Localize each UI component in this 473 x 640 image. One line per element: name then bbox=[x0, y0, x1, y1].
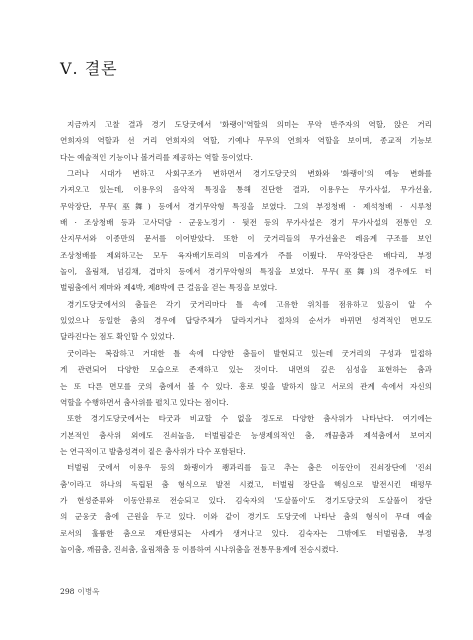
text-line: 또한 경기도당굿에서는 타굿과 비교할 수 없을 정도로 다양한 춤사위가 나타난다. 여기에는 bbox=[67, 414, 432, 424]
text-line: 그러나 시대가 변하고 사회구조가 변하면서 경기도당굿의 변화와 '화랭이'의 예능 변화를 bbox=[67, 169, 432, 179]
text-line: 기본적인 춤사위 외에도 진쇠놀음, 터벌림같은 능생제의적인 춤, 깨끔춤과 제석춤에서 보여지 bbox=[60, 430, 432, 440]
text-line: 벌림춤에서 제마와 제4박, 제8박에 큰 걸음을 걷는 특징을 보였다. bbox=[60, 283, 278, 293]
text-line: 산지무서와 이종만의 문서를 이어받았다. 또한 이 굿거리들의 무가선율은 레음계 구조를 보인 bbox=[60, 234, 432, 244]
text-line: 조상청배를 제외하고는 모두 육자배기토리의 미음계가 주를 이뤘다. 무악장단은 배다리, 부정 bbox=[60, 250, 432, 260]
text-line: 로서의 훌륭한 춤으로 재탄생되는 사례가 생겨나고 있다. 김숙자는 그밖에도 터벌림춤, 부정 bbox=[60, 528, 432, 538]
page-footer bbox=[60, 586, 100, 597]
text-line: 지금까지 고찰 결과 경기 도당굿에서 '화랭이'역할의 의미는 무악 반주자의 역할, 앉은 거리 bbox=[67, 120, 432, 129]
text-line: 놀이, 올림채, 넘김채, 겹마치 등에서 경기무악형의 특징을 보였다. 무무(巫舞)의 경우에도 터 bbox=[60, 267, 432, 277]
text-line: 는 또 다른 면모를 굿의 춤에서 볼 수 있다. 흥로 빛을 발하지 않고 서로의 관계 속에서 자신의 bbox=[60, 381, 432, 391]
text-line: 는 연극적이고 발춤성격이 짙은 춤사위가 다수 포함된다. bbox=[60, 446, 246, 456]
text-line: 달라진다는 점도 확인할 수 있었다. bbox=[60, 332, 175, 342]
text-line: 가져오고 있는데, 이용우의 음악적 특징을 통해 진단한 결과, 이용우는 무가사설, 무가선율, bbox=[60, 185, 432, 195]
text-line: 무악장단, 무무(巫舞) 등에서 경기무악형 특징을 보였다. 그의 부정청배 · 제석청배 · 시루청 bbox=[60, 201, 432, 211]
text-line: 춤'이라고 하나의 독립된 춤 형식으로 발전 시켰고, 터벌림 장단을 핵심으로 발전시킨 태평무 bbox=[60, 479, 432, 489]
text-line: 역할을 수행하면서 춤사위를 펼치고 있다는 점이다. bbox=[60, 397, 229, 407]
text-line: 놀이춤, 깨끔춤, 진쇠춤, 올림채춤 등 이름하여 시나위춤을 전통무용계에 전승시켰다. bbox=[60, 544, 339, 554]
text-line: 연희자의 역할과 선 거리 연희자의 역할, 기예나 무무의 연희자 역할을 보이며, 종교적 기능보 bbox=[60, 136, 432, 146]
text-line: 있었으나 동일한 춤의 경우에 답당주체가 달라지거나 절차의 순서가 바뀌면 성격적인 면모도 bbox=[60, 316, 432, 326]
text-line: 터벌림 굿에서 이용우 등의 화랭이가 쾡과리를 들고 추는 춤은 이동안이 진쇠장단에 '진쇠 bbox=[67, 463, 432, 473]
section-heading: Ⅴ. 결론 bbox=[60, 59, 118, 78]
text-line: 경기도당굿에서의 춤들은 각기 굿거리마다 틀 속에 고유한 위치를 점유하고 있음이 알 수 bbox=[67, 299, 432, 309]
text-line: 의 군웅굿 춤에 근원을 두고 있다. 이와 같이 경기도 도당굿에 나타난 춤의 형식이 무대 예술 bbox=[60, 512, 432, 522]
page-number: 298 bbox=[60, 587, 75, 596]
text-line: 가 현성준류와 이동안류로 전승되고 있다. 김숙자의 '도살풀이'도 경기도당굿의 도살풀이 장단 bbox=[60, 495, 432, 505]
text-line: 굿이라는 복잡하고 거대한 틀 속에 다양한 춤들이 발현되고 있는데 굿거리의 구성과 밀접하 bbox=[67, 348, 432, 358]
text-line: 배 · 조상청배 등과 고사덕담 · 군웅노정기 · 뒷전 등의 무가사설은 경기 무가사설의 전통인 오 bbox=[60, 218, 432, 228]
text-line: 게 관련되어 다양한 모습으로 존재하고 있는 것이다. 내면의 깊은 심성을 표현하는 춤과 bbox=[60, 365, 432, 375]
author-name: 이병옥 bbox=[77, 587, 100, 596]
body-text bbox=[60, 117, 432, 558]
text-line: 다는 예술적인 기능이나 볼거리를 제공하는 역할 등이었다. bbox=[60, 152, 253, 162]
